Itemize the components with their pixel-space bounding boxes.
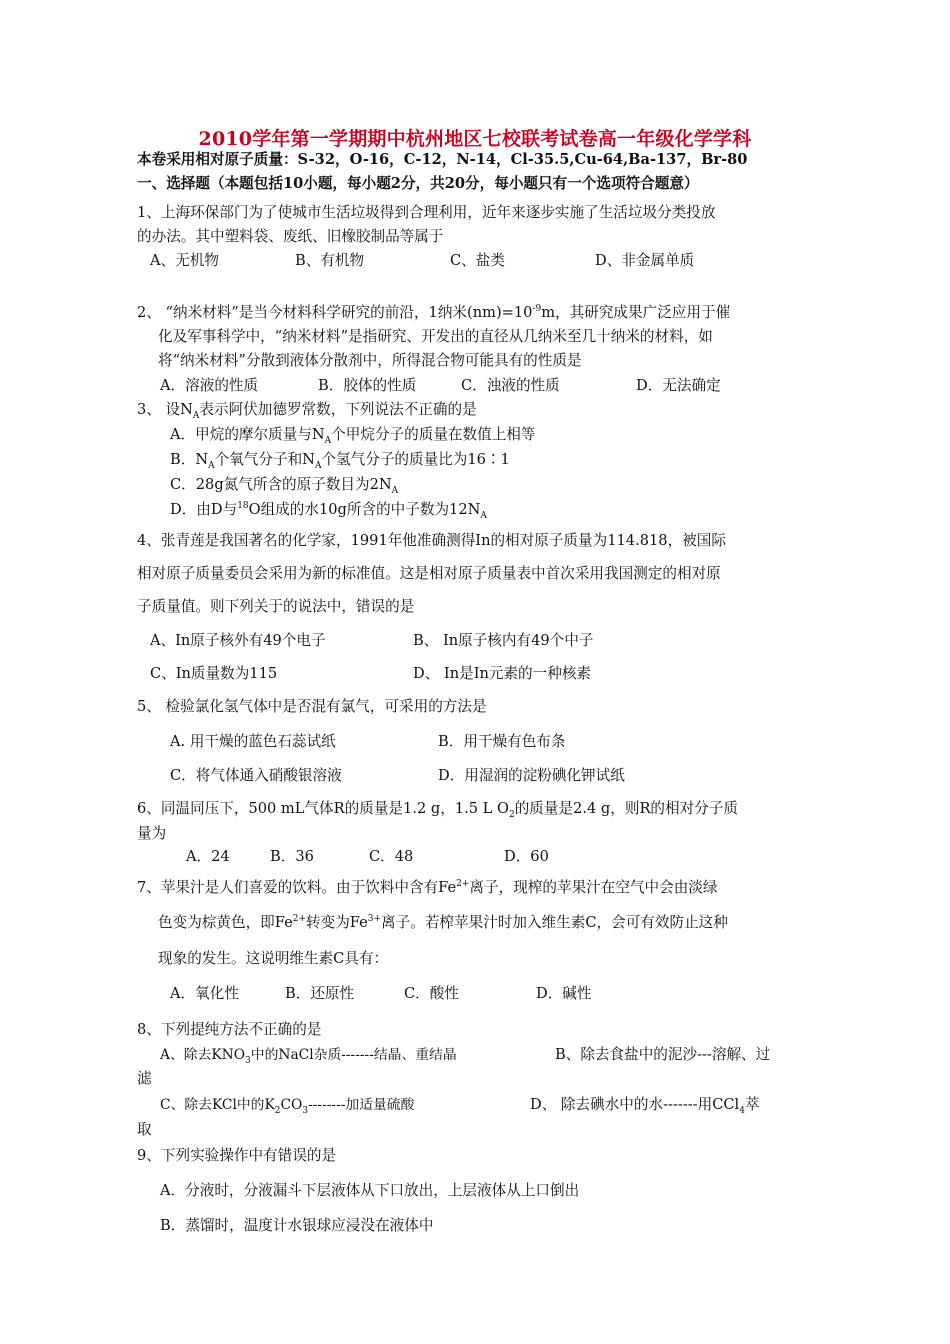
question-3-option-c: C．28g氮气所含的原子数目为$2N_A$ [170, 476, 399, 496]
question-6-stem-line2: 量为 [137, 825, 167, 842]
question-2-stem-line3: 将“纳米材料”分散到液体分散剂中，所得混合物可能具有的性质是 [158, 352, 582, 369]
option-a: A．氧化性 [170, 985, 239, 1002]
question-8-option-b-cont: 滤 [137, 1070, 152, 1087]
question-4-stem-line1: 4、张青莲是我国著名的化学家，1991年他准确测得In的相对原子质量为114.818，被国际 [137, 532, 726, 549]
option-a: A．24 [186, 848, 230, 865]
question-3-stem: 3、 设$N_A$表示阿伏加德罗常数，下列说法不正确的是 [137, 401, 477, 421]
option-c: C、盐类 [450, 252, 505, 269]
question-9-option-b: B．蒸馏时，温度计水银球应浸没在液体中 [160, 1217, 434, 1234]
option-a: A、In原子核外有49个电子 [150, 632, 326, 649]
option-c: C．48 [369, 848, 414, 865]
question-5-stem: 5、 检验氯化氢气体中是否混有氯气，可采用的方法是 [137, 698, 487, 715]
question-7-stem-line2: 色变为棕黄色，即$Fe^{2+}$转变为$Fe^{3+}$离子。若榨苹果汁时加入维生素C，会可有效防止这种 [158, 914, 728, 931]
question-1-stem-line2: 的办法。其中塑料袋、废纸、旧橡胶制品等属于 [137, 228, 444, 245]
option-b: B．36 [270, 848, 314, 865]
question-7-stem-line1: 7、苹果汁是人们喜爱的饮料。由于饮料中含有$Fe^{2+}$离子，现榨的苹果汁在空气中会由淡绿 [137, 879, 718, 896]
option-d: D、非金属单质 [595, 252, 695, 269]
question-3-option-d: D．由D与$^{18}$O组成的水10g所含的中子数为$12N_A$ [170, 501, 487, 521]
question-8-option-a: A、除去$KNO_3$中的NaCl杂质-------结晶、重结晶 [160, 1047, 457, 1066]
question-1-stem-line1: 1、上海环保部门为了使城市生活垃圾得到合理利用，近年来逐步实施了生活垃圾分类投放 [137, 204, 716, 221]
question-8-option-c: C、除去KCl中的$K_2CO_3--------$加适量硫酸 [160, 1097, 415, 1116]
option-c: C．将气体通入硝酸银溶液 [170, 767, 342, 784]
option-a: A．溶液的性质 [160, 377, 259, 394]
question-4-stem-line3: 子质量值。则下列关于的说法中，错误的是 [137, 598, 415, 615]
option-d: D．碱性 [536, 985, 592, 1002]
option-a: A. 用干燥的蓝色石蕊试纸 [170, 733, 336, 750]
option-d: D．无法确定 [636, 377, 721, 394]
page-title: 2010学年第一学期期中杭州地区七校联考试卷高一年级化学学科 [198, 128, 752, 150]
option-b: B．用干燥有色布条 [438, 733, 566, 750]
option-d: D、 In是In元素的一种核素 [413, 665, 592, 682]
option-d: D．用湿润的淀粉碘化钾试纸 [438, 767, 625, 784]
option-c: C、In质量数为115 [150, 665, 278, 682]
question-7-stem-line3: 现象的发生。这说明维生素C具有： [158, 950, 389, 967]
question-6-stem-line1: 6、同温同压下，500 mL气体R的质量是1.2 g，1.5 L $O_2$的质量是2.4 g，则R的相对分子质 [137, 800, 738, 820]
question-9-stem: 9、下列实验操作中有错误的是 [137, 1147, 337, 1164]
option-b: B、 In原子核内有49个中子 [413, 632, 594, 649]
question-3-option-a: A．甲烷的摩尔质量与$N_A$个甲烷分子的质量在数值上相等 [170, 426, 536, 446]
option-b: B、有机物 [295, 252, 365, 269]
option-c: C．酸性 [404, 985, 459, 1002]
option-d: D．60 [504, 848, 549, 865]
option-c: C．浊液的性质 [461, 377, 560, 394]
section-heading: 一、选择题（本题包括10小题，每小题2分，共20分，每小题只有一个选项符合题意） [137, 175, 699, 192]
question-2-stem-line1: 2、 “纳米材料”是当今材料科学研究的前沿，1纳米$(nm)=10^{-9}m$，其研究成果广泛应用于催 [137, 304, 731, 321]
option-a: A、无机物 [150, 252, 219, 269]
question-4-stem-line2: 相对原子质量委员会采用为新的标准值。这是相对原子质量表中首次采用我国测定的相对原 [137, 565, 721, 582]
question-8-option-b: B、除去食盐中的泥沙---溶解、过 [555, 1046, 771, 1063]
question-8-option-d: D、 除去碘水中的水-------用CCl$_4$萃 [530, 1096, 760, 1116]
question-9-option-a: A．分液时，分液漏斗下层液体从下口放出，上层液体从上口倒出 [160, 1182, 580, 1199]
question-3-option-b: B．$N_A$个氧气分子和$N_A$个氢气分子的质量比为16∶1 [170, 451, 510, 471]
atomic-mass-note: 本卷采用相对原子质量：S-32，O-16，C-12，N-14，Cl-35.5,Cu-64,Ba-137，Br-80 [137, 151, 748, 168]
question-2-stem-line2: 化及军事科学中，“纳米材料”是指研究、开发出的直径从几纳米至几十纳米的材料，如 [158, 328, 713, 345]
option-b: B．还原性 [285, 985, 355, 1002]
question-8-option-d-cont: 取 [137, 1121, 152, 1138]
question-8-stem: 8、下列提纯方法不正确的是 [137, 1021, 322, 1038]
option-b: B．胶体的性质 [318, 377, 417, 394]
